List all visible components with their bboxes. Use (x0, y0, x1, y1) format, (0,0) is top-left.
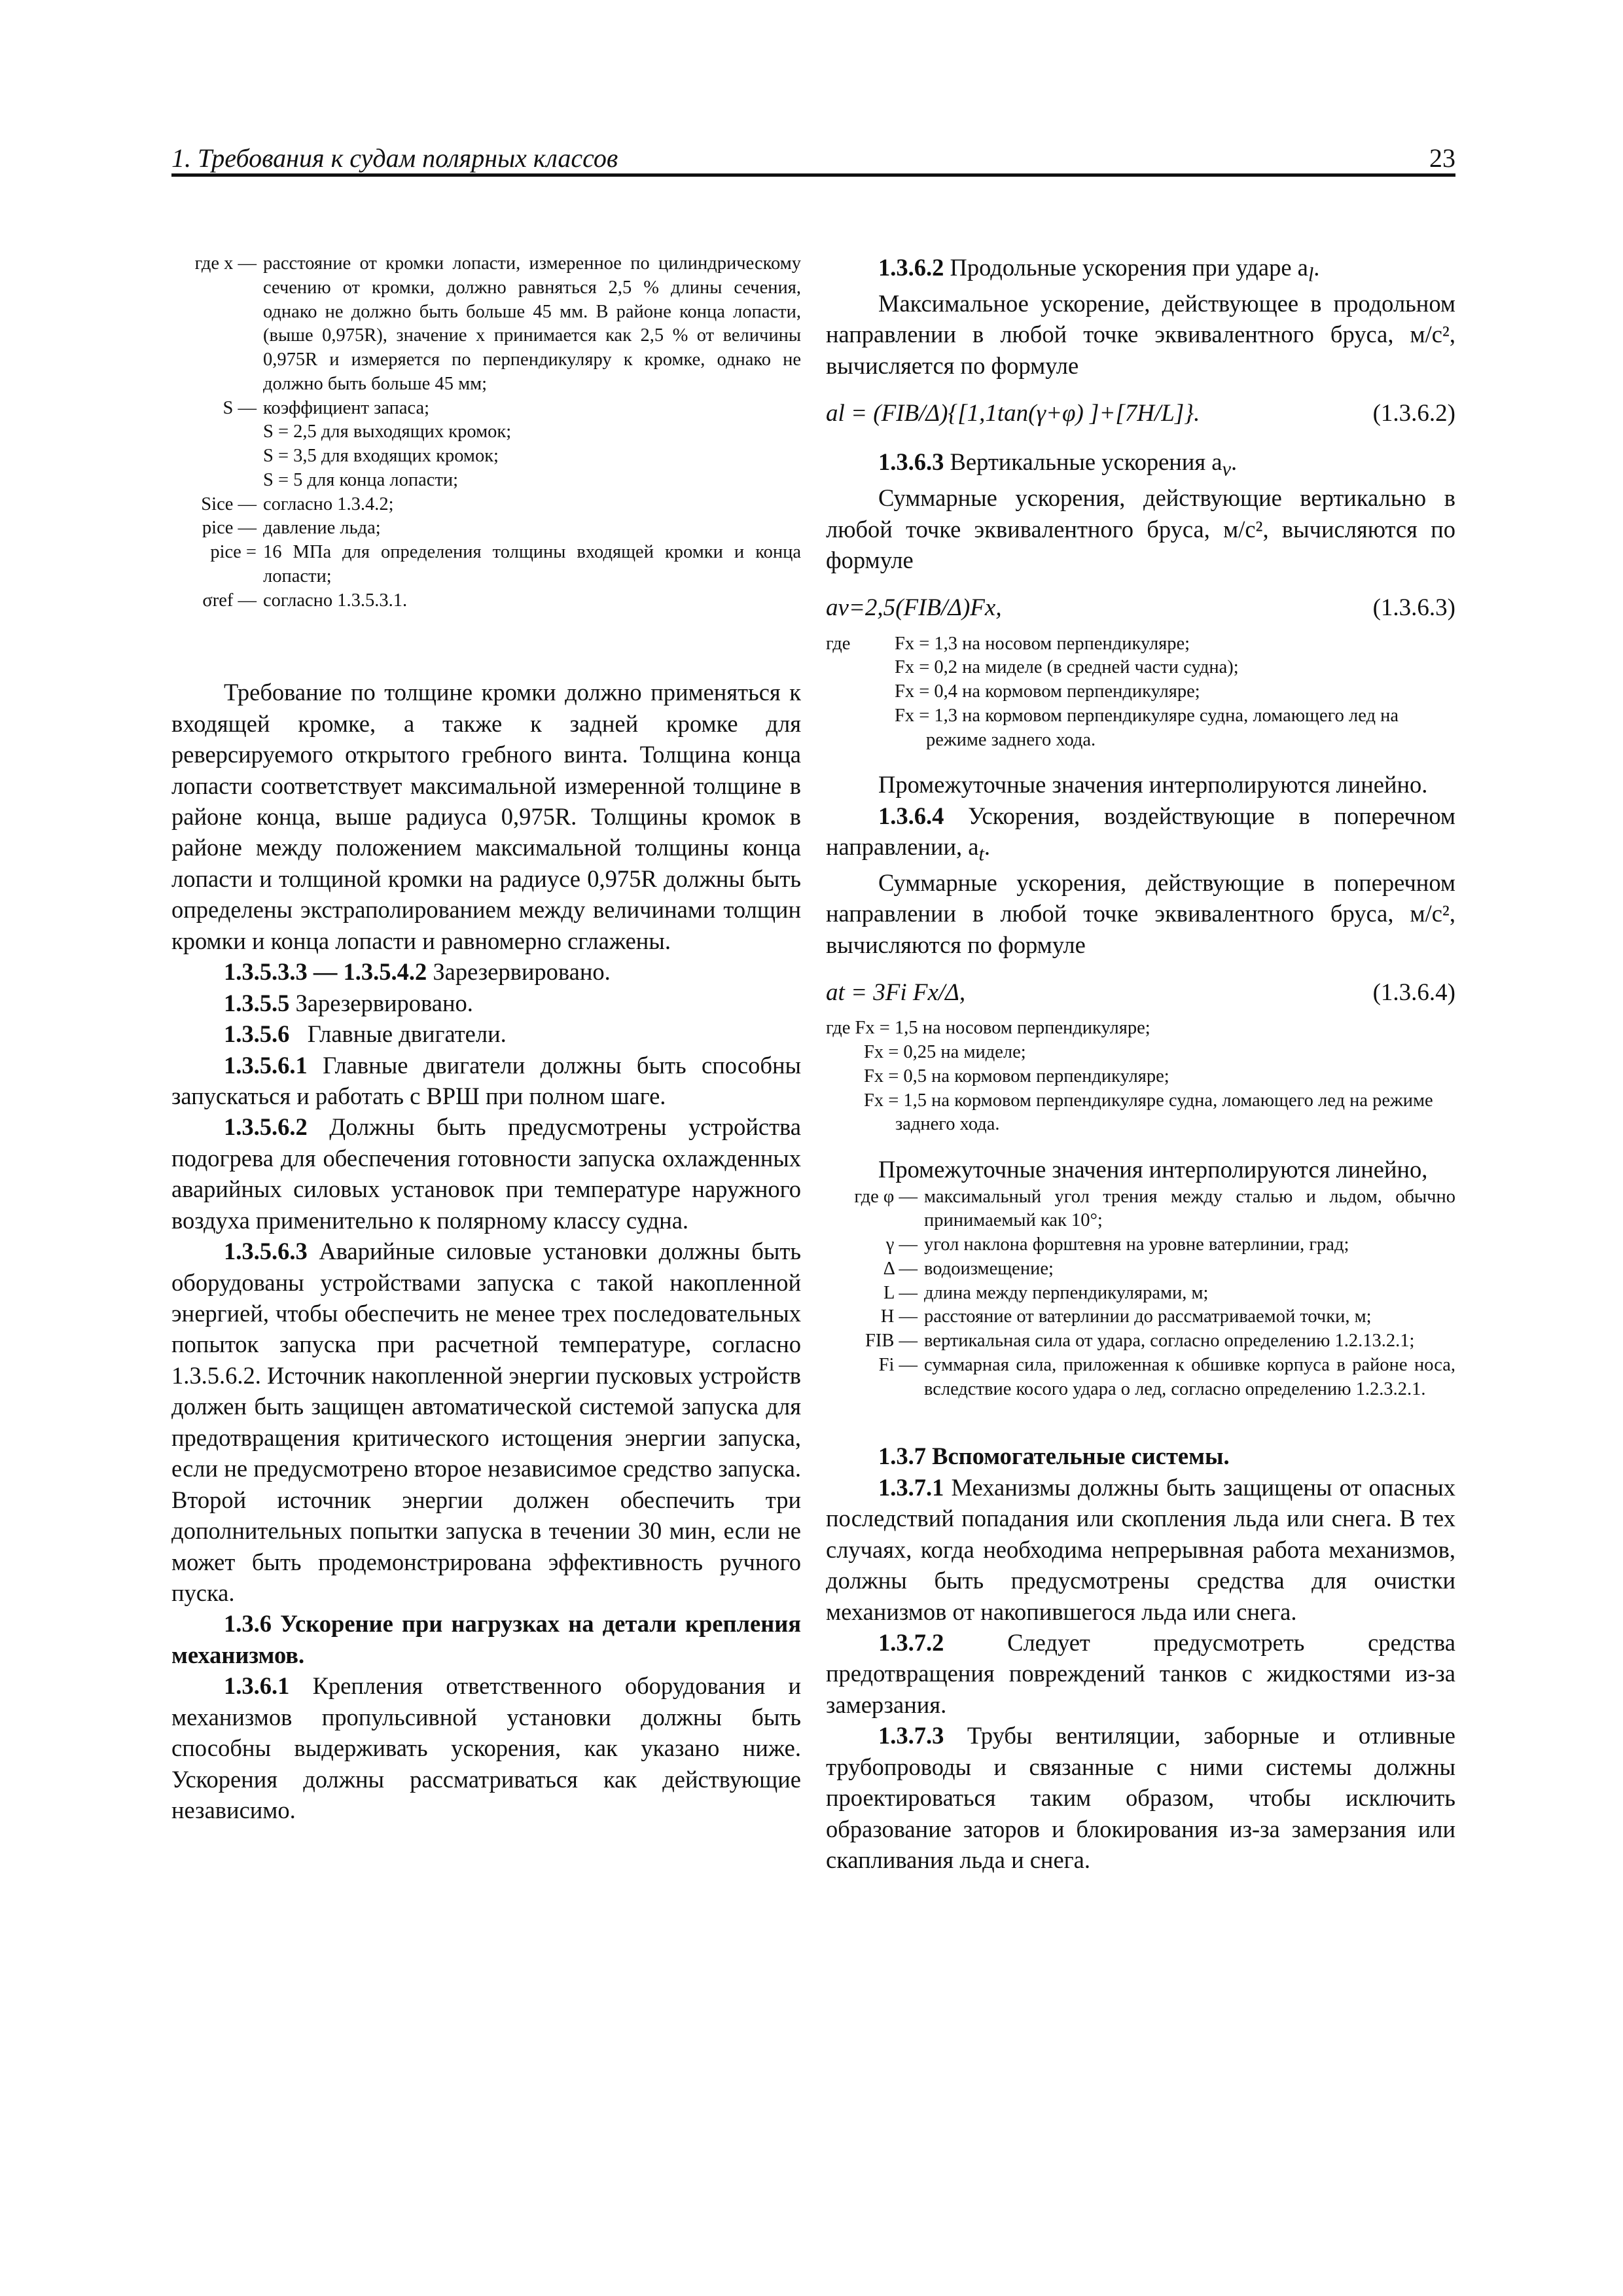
clause-number: 1.3.5.6.2 (224, 1113, 308, 1141)
definition-text: давление льда; (263, 518, 381, 539)
definition-text: расстояние от ватерлинии до рассматриваемой точки, м; (924, 1306, 1372, 1327)
definition-row (171, 541, 801, 589)
definition-row (171, 516, 801, 541)
definition-item: Fx = 1,3 на кормовом перпендикуляре судна, ломающего лед на режиме заднего хода. (895, 705, 1399, 750)
clause-text: Вертикальные ускорения a (950, 448, 1222, 476)
definition-row (171, 589, 801, 613)
clause-number: 1.3.5.6.3 (224, 1238, 308, 1265)
definition-row (171, 252, 801, 397)
definition-text: S = 3,5 для входящих кромок; (263, 446, 499, 466)
definition-symbol: где φ — (854, 1186, 918, 1207)
clause-1-3-5-6-2 (171, 1111, 801, 1236)
definition-item: Fx = 1,5 на кормовом перпендикуляре судна, ломающего лед на режиме заднего хода. (864, 1090, 1433, 1135)
clause-text: Аварийные силовые установки должны быть оборудованы устройствами запуска с такой накопленной энергией, чтобы обеспечить не менее трех последовательных попыток запуска при расчетной температуре, согласно 1.3.5.6.2. Источник накопленной энергии пусковых устройств должен быть защищен автоматической системой запуска для предотвращения критического истощения энергии запуска, если не предусмотрено второе независимое средство запуска. Второй источник энергии должен обеспечить три дополнительных попытки запуска в течении 30 мин, если не может быть продемонстрирована эффективность ручного пуска. (171, 1238, 801, 1606)
clause-1-3-7-3 (826, 1720, 1455, 1875)
definition-symbol (171, 420, 263, 444)
definition-symbol (171, 444, 263, 469)
definition-text: S = 5 для конца лопасти; (263, 469, 459, 490)
clause-number: 1.3.5.6 (224, 1020, 290, 1048)
definition-text: длина между перпендикулярами, м; (924, 1282, 1209, 1303)
where-label: где (826, 633, 851, 654)
formula-expression: al = (FIB/Δ){[1,1tan(γ+φ) ]+[7H/L]}. (826, 400, 1200, 427)
definition-row (826, 1329, 1455, 1354)
clause-number: 1.3.7.3 (878, 1722, 944, 1749)
clause-text: Продольные ускорения при ударе a (950, 254, 1308, 281)
formula-number: (1.3.6.2) (1372, 400, 1455, 427)
definition-symbol: H — (880, 1306, 918, 1327)
running-title: 1. Требования к судам полярных классов (171, 143, 618, 173)
definition-text: вертикальная сила от удара, согласно определению 1.2.13.2.1; (924, 1331, 1415, 1352)
definition-symbol: Δ — (883, 1258, 918, 1279)
paragraph-longitudinal-acceleration: Максимальное ускорение, действующее в продольном направлении в любой точке эквивалентного бруса, м/с², вычисляется по формуле (826, 289, 1455, 379)
section-heading-1-3-7: 1.3.7 Вспомогательные системы. (878, 1443, 1230, 1470)
definition-symbol: FIB — (865, 1331, 918, 1352)
paragraph-interpolation: Промежуточные значения интерполируются линейно. (878, 771, 1428, 798)
paragraph-transverse-acceleration: Суммарные ускорения, действующие в поперечном направлении в любой точке эквивалентного бруса, м/с², вычисляются по формуле (826, 869, 1455, 958)
clause-1-3-6-1 (171, 1670, 801, 1825)
clause-end: . (1313, 254, 1320, 281)
definition-row (826, 1233, 1455, 1257)
definition-row (171, 444, 801, 469)
formula-definitions (826, 1016, 1455, 1137)
definition-text: согласно 1.3.4.2; (263, 493, 394, 514)
formula-expression: at = 3Fi Fx/Δ, (826, 979, 966, 1007)
definition-item: Fx = 0,2 на миделе (в средней части судна); (895, 657, 1239, 678)
subscript: v (1222, 457, 1231, 480)
definition-row (171, 397, 801, 421)
clause-text: Должны быть предусмотрены устройства подогрева для обеспечения готовности запуска охлажденных аварийных силовых установок при температуре наружного воздуха применительно к полярному классу судна. (171, 1113, 801, 1234)
clause-1-3-5-6-1 (171, 1050, 801, 1112)
right-column (826, 252, 1455, 1875)
definition-row (826, 1185, 1455, 1234)
definition-text: согласно 1.3.5.3.1. (263, 590, 408, 611)
definition-symbol: pice — (202, 518, 257, 539)
clause-number: 1.3.6.1 (224, 1672, 290, 1700)
definition-symbol: pice = (210, 542, 257, 562)
definition-symbol: L — (883, 1282, 918, 1303)
symbols-list (826, 1185, 1455, 1402)
clause-text: Трубы вентиляции, заборные и отливные трубопроводы и связанные с ними системы должны проектироваться таким образом, чтобы исключить образование заторов и блокирования из-за замерзания или скапливания льда и снега. (826, 1722, 1455, 1873)
definition-row (171, 420, 801, 444)
paragraph-vertical-acceleration: Суммарные ускорения, действующие вертикально в любой точке эквивалентного бруса, м/с², вычисляются по формуле (826, 484, 1455, 573)
clause-text: Зарезервировано. (433, 958, 611, 986)
clause-end: . (984, 833, 991, 861)
clause-1-3-7-1 (826, 1472, 1455, 1627)
paragraph-interpolation-2: Промежуточные значения интерполируются линейно, (878, 1156, 1428, 1183)
clause-text: Главные двигатели. (307, 1020, 507, 1048)
definition-text: S = 2,5 для выходящих кромок; (263, 422, 512, 442)
definition-text: расстояние от кромки лопасти, измеренное по цилиндрическому сечению от кромки, должно равняться 2,5 % длины сечения, однако не должно быть больше 45 мм. В районе конца лопасти, (выше 0,975R), значение x принимается как 2,5 % от величины 0,975R и измеряется по перпендикуляру к кромке, однако не должно быть больше 45 мм; (263, 253, 801, 394)
clause-1-3-6-4 (826, 800, 1455, 867)
clause-text: Главные двигатели должны быть способны запускаться и работать с ВРШ при полном шаге. (171, 1051, 801, 1109)
definition-symbol: γ — (885, 1234, 918, 1255)
definition-text: коэффициент запаса; (263, 397, 430, 418)
definition-item: где Fx = 1,5 на носовом перпендикуляре; (826, 1018, 1150, 1039)
subscript: l (1308, 263, 1314, 286)
clause-number: 1.3.5.6.1 (224, 1051, 308, 1079)
definition-symbol: Sice — (201, 493, 257, 514)
definition-symbol: Fi — (878, 1354, 918, 1375)
clause-1-3-7-2 (826, 1627, 1455, 1720)
clause-number: 1.3.7.2 (878, 1628, 944, 1656)
clause-number: 1.3.7.1 (878, 1473, 944, 1501)
definition-row (171, 493, 801, 517)
definition-row (826, 1305, 1455, 1329)
formula-1-3-6-3 (826, 592, 1455, 624)
definition-row (826, 1282, 1455, 1306)
definitions-list (171, 252, 801, 613)
definition-row (826, 1257, 1455, 1282)
clause-text: Крепления ответственного оборудования и механизмов пропульсивной установки должны быть способны выдерживать ускорения, как указано ниже. Ускорения должны рассматриваться как действующие независимо. (171, 1672, 802, 1823)
clause-1-3-5-6-3 (171, 1236, 801, 1608)
clause-1-3-5-5 (171, 988, 801, 1018)
definition-text: 16 МПа для определения толщины входящей кромки и конца лопасти; (263, 542, 801, 586)
clause-text: Ускорения, воздействующие в поперечном направлении, a (826, 802, 1455, 861)
definition-symbol: где x — (194, 253, 257, 274)
formula-number: (1.3.6.3) (1372, 594, 1455, 622)
definition-symbol: S — (223, 397, 257, 418)
left-column (171, 252, 801, 1825)
formula-1-3-6-2 (826, 398, 1455, 429)
definition-symbol (171, 469, 263, 493)
page-number: 23 (1429, 143, 1455, 173)
subscript: t (978, 842, 984, 865)
clause-1-3-6-3 (826, 446, 1455, 482)
clause-1-3-5-6 (171, 1018, 801, 1049)
definition-item: Fx = 0,5 на кормовом перпендикуляре; (864, 1066, 1169, 1086)
definition-item: Fx = 1,3 на носовом перпендикуляре; (895, 633, 1190, 654)
clause-number: 1.3.6.2 (878, 254, 944, 281)
definition-text: угол наклона форштевня на уровне ватерлинии, град; (924, 1234, 1349, 1255)
clause-1-3-6-2 (826, 252, 1455, 288)
clause-number: 1.3.6.4 (878, 802, 944, 829)
definition-text: максимальный угол трения между сталью и льдом, обычно принимаемый как 10°; (924, 1186, 1455, 1231)
formula-number: (1.3.6.4) (1372, 979, 1455, 1007)
clause-number: 1.3.6.3 (878, 448, 944, 476)
definition-text: суммарная сила, приложенная к обшивке корпуса в районе носа, вследствие косого удара о лед, согласно определению 1.2.3.2.1. (924, 1354, 1455, 1399)
clause-text: Механизмы должны быть защищены от опасных последствий попадания или скопления льда или снега. В тех случаях, когда необходима непрерывная работа механизмов, должны быть предусмотрены средства для очистки механизмов от накопившегося льда или снега. (826, 1473, 1455, 1625)
clause-text: Зарезервировано. (295, 989, 473, 1016)
formula-definitions (826, 632, 1455, 753)
paragraph-edge-thickness: Требование по толщине кромки должно применяться к входящей кромке, а также к задней кромке для реверсируемого открытого гребного винта. Толщина конца лопасти соответствует максимальной измеренной толщине в районе конца, выше радиуса 0,975R. Толщины кромок в районе между положением максимальной толщины конца лопасти и толщиной кромки на радиусе 0,975R должны быть определены экстраполированием между величинами толщин кромки и конца лопасти и равномерно сглажены. (171, 679, 801, 954)
definition-item: Fx = 0,4 на кормовом перпендикуляре; (895, 681, 1200, 702)
clause-text: Следует предусмотреть средства предотвращения повреждений танков с жидкостями из-за замерзания. (826, 1628, 1456, 1718)
definition-row (171, 469, 801, 493)
clause-end: . (1230, 448, 1238, 476)
formula-expression: av=2,5(FIB/Δ)Fx, (826, 594, 1002, 622)
clause-number: 1.3.5.5 (224, 989, 290, 1016)
section-heading-1-3-6: 1.3.6 Ускорение при нагрузках на детали крепления механизмов. (171, 1610, 801, 1668)
clause-number: 1.3.5.3.3 — 1.3.5.4.2 (224, 958, 427, 986)
page-header (171, 143, 1455, 177)
definition-item: Fx = 0,25 на миделе; (864, 1042, 1026, 1063)
definition-row (826, 1354, 1455, 1402)
definition-text: водоизмещение; (924, 1258, 1054, 1279)
definition-symbol: σref — (202, 590, 257, 611)
clause-1-3-5-3-3 (171, 956, 801, 987)
formula-1-3-6-4 (826, 977, 1455, 1009)
